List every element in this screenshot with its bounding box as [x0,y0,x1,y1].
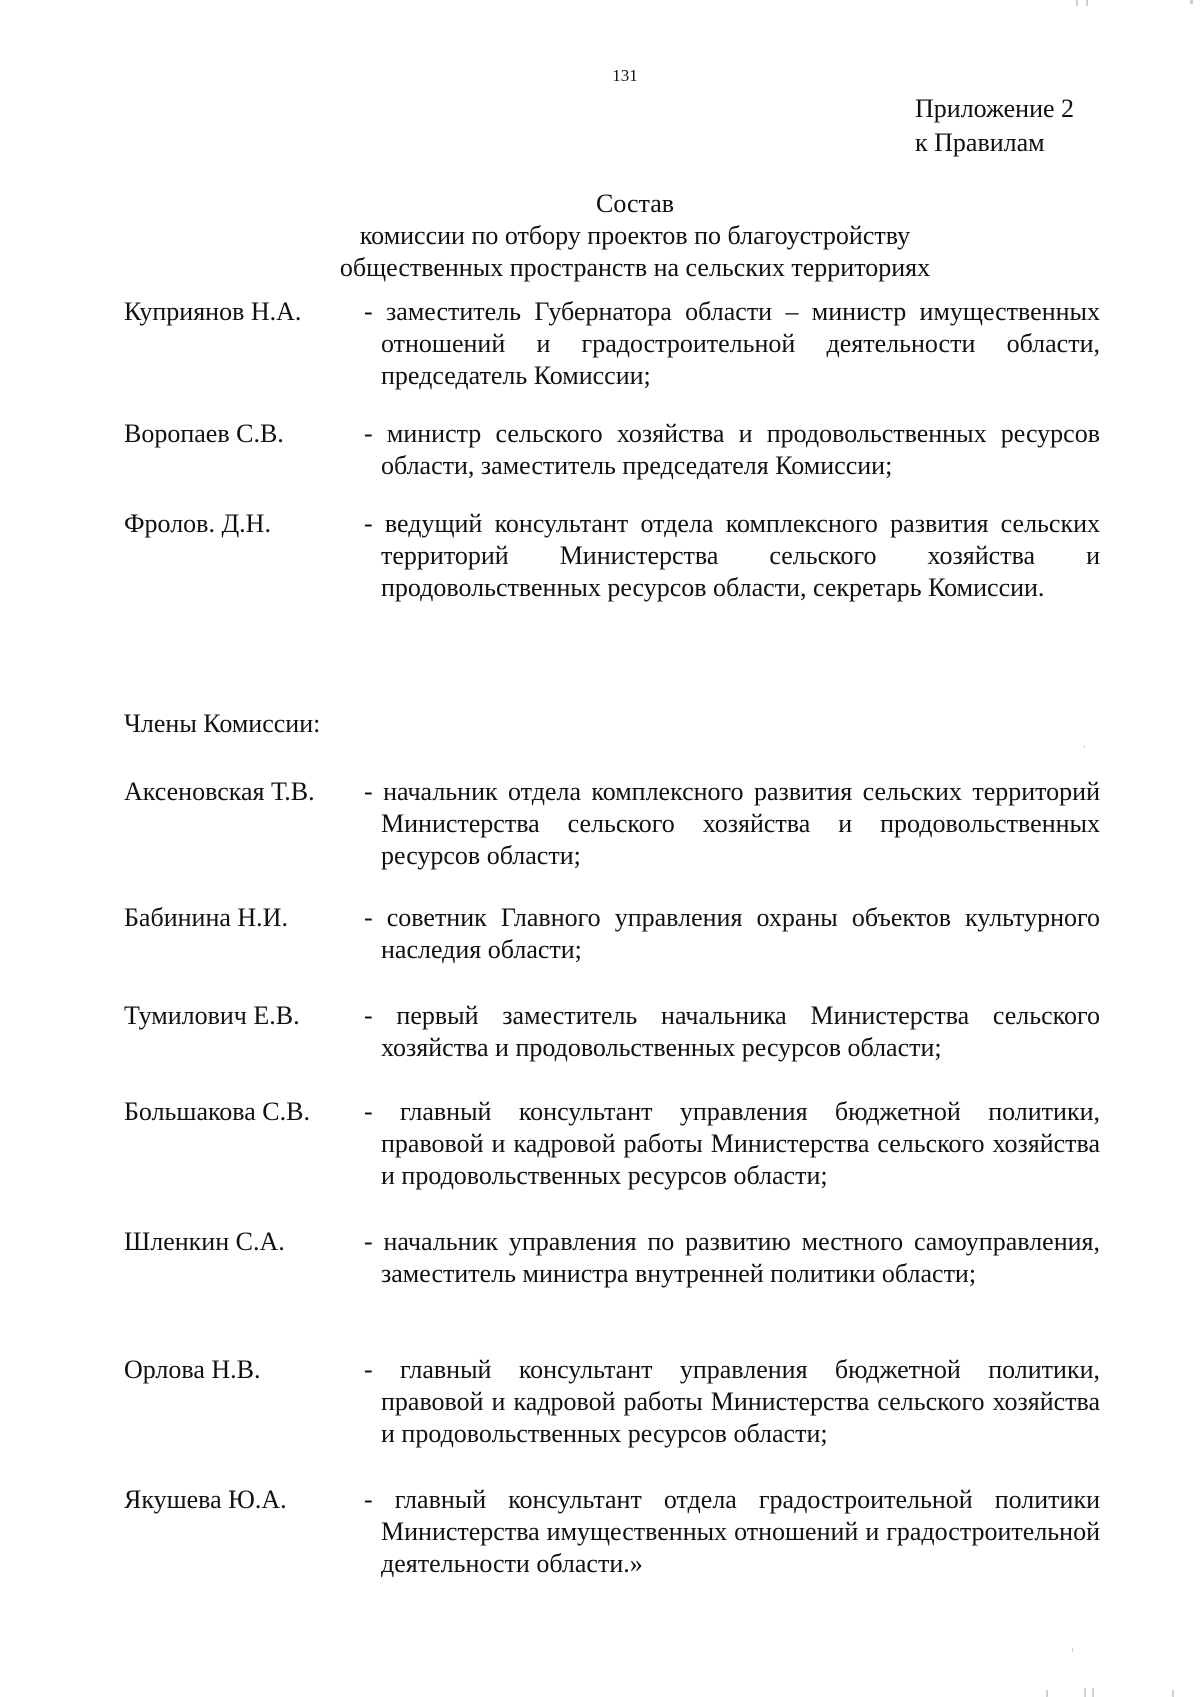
scan-artifact [1072,1648,1073,1652]
appendix-line-1: Приложение 2 [915,94,1075,123]
member-name: Орлова Н.В. [124,1355,261,1384]
scan-artifact [1076,0,1078,6]
document-title [0,188,1200,284]
member-position: - главный консультант отдела градостроительной политики Министерства имущественных отношений и градостроительной деятельности области.» [364,1485,1100,1578]
member-position: - советник Главного управления охраны объектов культурного наследия области; [364,903,1100,964]
member-position: - заместитель Губернатора области – министр имущественных отношений и градостроительной деятельности области, председатель Комиссии; [364,297,1100,390]
scan-artifact [1190,0,1193,4]
member-name: Аксеновская Т.В. [124,777,315,806]
member-position: - начальник управления по развитию местного самоуправления, заместитель министра внутренней политики области; [364,1227,1100,1288]
member-name: Воропаев С.В. [124,419,284,448]
member-name: Куприянов Н.А. [124,297,302,326]
member-name: Шленкин С.А. [124,1227,285,1256]
scan-artifact [1172,1690,1174,1697]
title-line-3: общественных пространств на сельских территориях [339,253,931,282]
member-position: - ведущий консультант отдела комплексного развития сельских территорий Министерства сельского хозяйства и продовольственных ресурсов области, секретарь Комиссии. [364,509,1100,602]
member-position: - министр сельского хозяйства и продовольственных ресурсов области, заместитель председателя Комиссии; [364,419,1100,480]
member-name: Якушева Ю.А. [124,1485,287,1514]
scan-artifact [1046,1690,1048,1697]
title-line-2: комиссии по отбору проектов по благоустройству [359,221,911,250]
page-number: 131 [612,66,638,85]
scan-artifact [1084,1688,1086,1697]
members-heading: Члены Комиссии: [124,709,321,738]
scan-artifact [1086,0,1088,6]
member-name: Бабинина Н.И. [124,903,288,932]
scan-artifact [1092,1688,1094,1697]
title-line-1: Состав [595,189,675,218]
scan-artifact [1084,745,1085,748]
member-position: - главный консультант управления бюджетной политики, правовой и кадровой работы Министерства сельского хозяйства и продовольственных ресурсов области; [364,1355,1100,1448]
member-position: - главный консультант управления бюджетной политики, правовой и кадровой работы Министерства сельского хозяйства и продовольственных ресурсов области; [364,1097,1100,1190]
member-position: - первый заместитель начальника Министерства сельского хозяйства и продовольственных ресурсов области; [364,1001,1100,1062]
member-name: Тумилович Е.В. [124,1001,300,1030]
appendix-line-2: к Правилам [915,128,1045,157]
appendix-reference [915,92,1074,160]
member-position: - начальник отдела комплексного развития сельских территорий Министерства сельского хозяйства и продовольственных ресурсов области; [364,777,1100,870]
member-name: Большакова С.В. [124,1097,310,1126]
member-name: Фролов. Д.Н. [124,509,271,538]
